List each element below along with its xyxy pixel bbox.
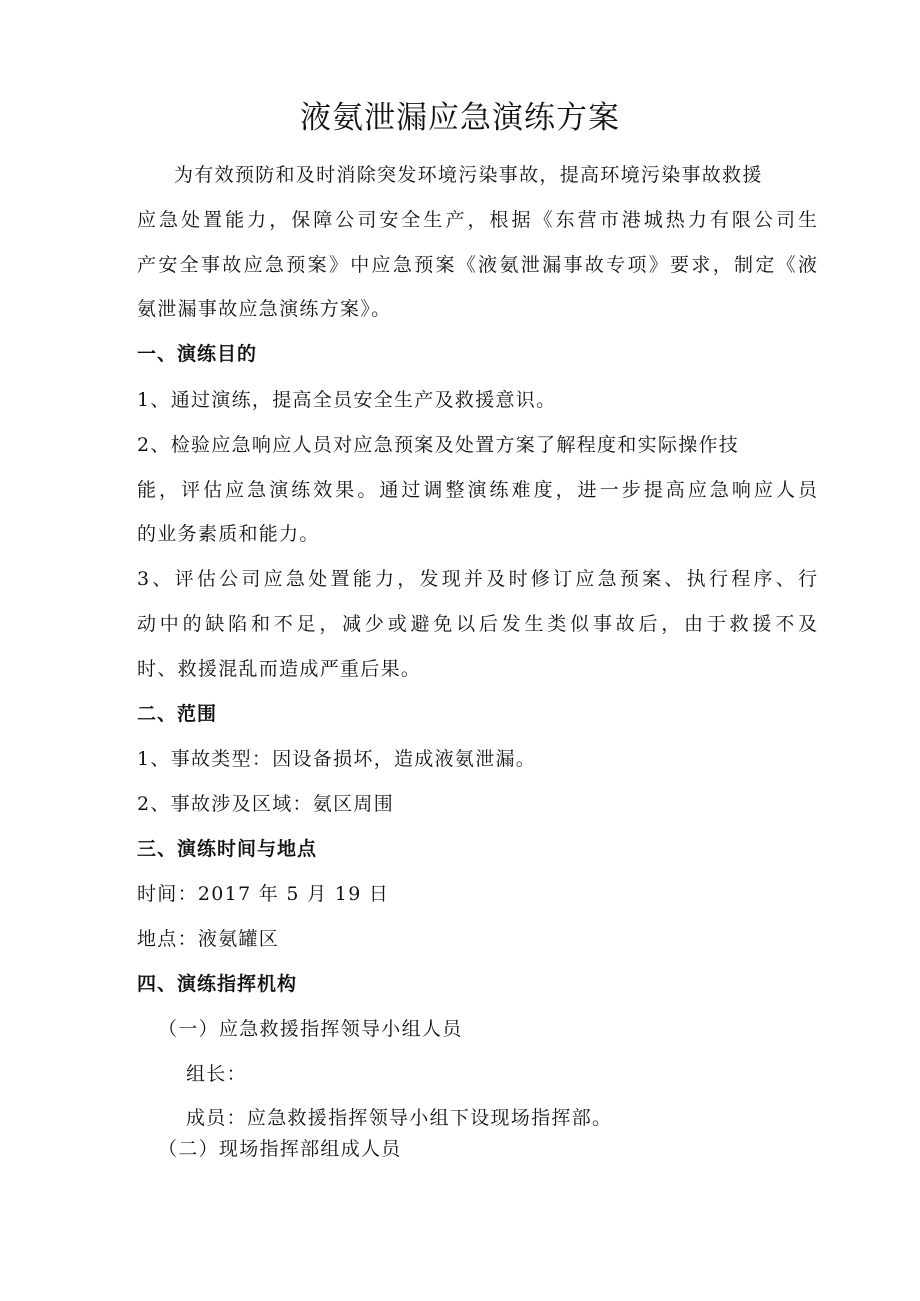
drill-time: 时间：2017 年 5 月 19 日 bbox=[137, 883, 390, 905]
section1-item-3-line-2: 动中的缺陷和不足，减少或避免以后发生类似事故后，由于救援不及 bbox=[137, 613, 817, 635]
section-heading-4: 四、演练指挥机构 bbox=[137, 973, 298, 995]
section2-item-1: 1、事故类型：因设备损坏，造成液氨泄漏。 bbox=[137, 748, 537, 770]
section2-item-2: 2、事故涉及区域：氨区周围 bbox=[137, 793, 394, 815]
subsection-1: （一）应急救援指挥领导小组人员 bbox=[158, 1018, 463, 1040]
section1-item-2-line-1: 2、检验应急响应人员对应急预案及处置方案了解程度和实际操作技 bbox=[137, 434, 740, 456]
section1-item-2-line-2: 能，评估应急演练效果。通过调整演练难度，进一步提高应急响应人员 bbox=[137, 479, 817, 501]
intro-line-1: 为有效预防和及时消除突发环境污染事故，提高环境污染事故救援 bbox=[174, 164, 763, 186]
intro-line-3: 产安全事故应急预案》中应急预案《液氨泄漏事故专项》要求，制定《液 bbox=[137, 254, 817, 276]
section1-item-1: 1、通过演练，提高全员安全生产及救援意识。 bbox=[137, 389, 557, 411]
group-leader: 组长： bbox=[186, 1063, 247, 1085]
document-title: 液氨泄漏应急演练方案 bbox=[300, 100, 620, 136]
section-heading-1: 一、演练目的 bbox=[137, 343, 258, 365]
intro-line-2: 应急处置能力，保障公司安全生产，根据《东营市港城热力有限公司生 bbox=[137, 209, 817, 231]
section1-item-3-line-3: 时、救援混乱而造成严重后果。 bbox=[137, 658, 422, 680]
section1-item-3-line-1: 3、评估公司应急处置能力，发现并及时修订应急预案、执行程序、行 bbox=[137, 568, 817, 590]
section-heading-2: 二、范围 bbox=[137, 703, 218, 725]
section-heading-3: 三、演练时间与地点 bbox=[137, 838, 318, 860]
drill-place: 地点：液氨罐区 bbox=[137, 928, 280, 950]
section1-item-2-line-3: 的业务素质和能力。 bbox=[137, 523, 320, 545]
subsection-2: （二）现场指挥部组成人员 bbox=[158, 1138, 402, 1160]
intro-line-4: 氨泄漏事故应急演练方案》。 bbox=[137, 298, 392, 320]
group-members: 成员：应急救援指挥领导小组下设现场指挥部。 bbox=[186, 1107, 613, 1129]
